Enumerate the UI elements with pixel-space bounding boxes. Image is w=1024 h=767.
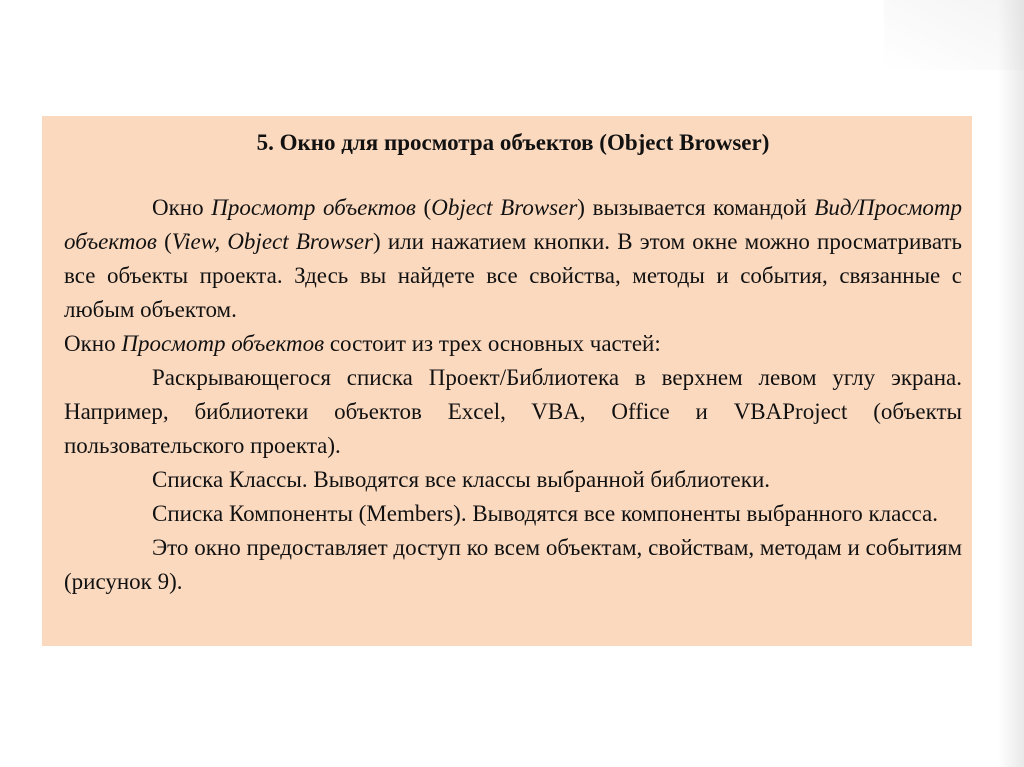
text-run: ) или нажатием кнопки. В этом окне можно просматривать все объекты проекта. Здесь вы найдете все свойства, методы и события, связанные с любым объектом. bbox=[64, 229, 963, 322]
paragraph-members-list: Списка Компоненты (Members). Выводятся все компоненты выбранного класса. bbox=[152, 501, 938, 526]
text-box bbox=[42, 116, 972, 646]
slide-edge-shadow bbox=[998, 0, 1024, 767]
text-run: ) вызывается командой bbox=[577, 195, 815, 220]
text-run: ( bbox=[415, 195, 432, 220]
italic-run: Object Browser bbox=[431, 195, 578, 220]
text-run: ( bbox=[156, 229, 172, 254]
text-run: Окно bbox=[152, 195, 212, 220]
paragraph-object-browser-intro bbox=[64, 191, 962, 327]
paragraph-classes-list: Списка Классы. Выводятся все классы выбранной библиотеки. bbox=[152, 467, 771, 492]
section-heading: 5. Окно для просмотра объектов (Object Browser) bbox=[256, 130, 770, 155]
italic-run: Просмотр объектов bbox=[121, 331, 325, 356]
text-run: Окно bbox=[64, 331, 122, 356]
italic-run: View, Object Browser bbox=[171, 229, 373, 254]
italic-run: Вид/Просмотр объектов bbox=[64, 195, 963, 254]
paragraph-access-summary: Это окно предоставляет доступ ко всем объектам, свойствам, методам и событиям (рисунок 9). bbox=[64, 535, 962, 594]
paragraph-project-library-list: Раскрывающегося списка Проект/Библиотека в верхнем левом углу экрана. Например, библиотеки объектов Excel, VBA, Office и VBAProject (объекты пользовательского проекта). bbox=[64, 365, 962, 458]
slide-corner-shadow bbox=[884, 0, 1024, 70]
paragraph-parts-intro bbox=[64, 327, 962, 361]
text-run: состоит из трех основных частей: bbox=[324, 331, 661, 356]
italic-run: Просмотр объектов bbox=[211, 195, 416, 220]
